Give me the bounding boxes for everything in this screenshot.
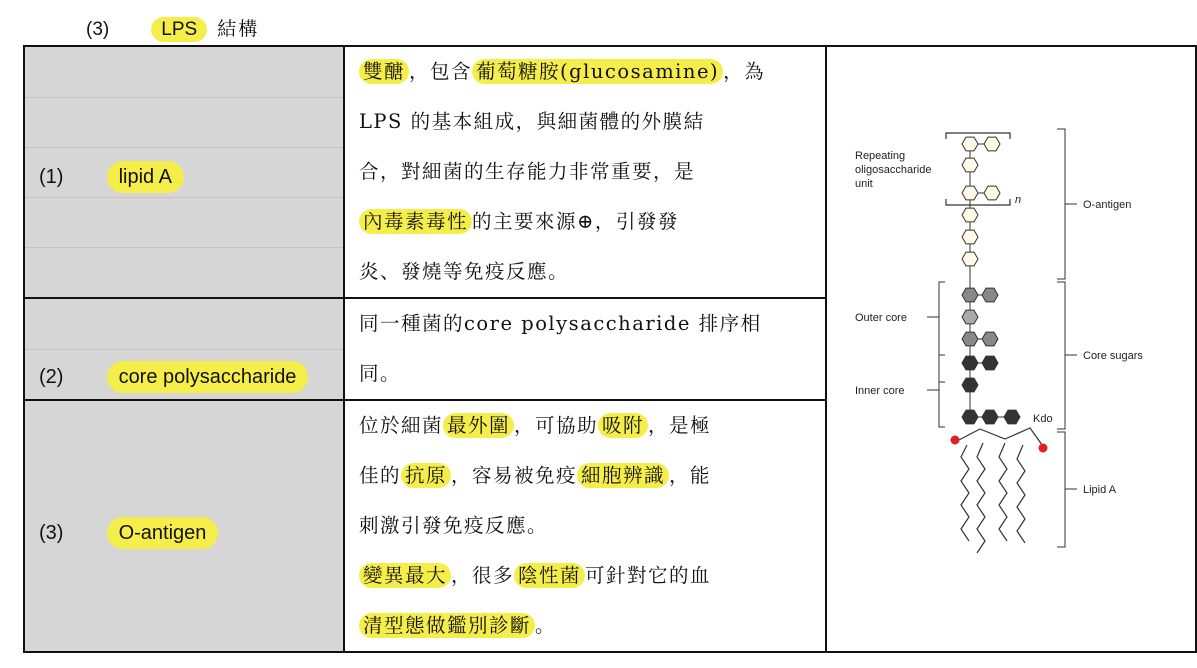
- description-text: LPS 的基本組成，與細菌體的外膜結: [358, 110, 705, 133]
- row-label: O-antigen: [107, 517, 219, 549]
- description-text: ，能: [669, 464, 712, 487]
- row-label: lipid A: [107, 161, 184, 193]
- kdo-label: Kdo: [1032, 413, 1053, 425]
- sugar-residue: [1004, 410, 1020, 424]
- sugar-residue: [962, 288, 978, 302]
- sugar-residue: [982, 288, 998, 302]
- sugar-residue: [962, 356, 978, 370]
- outer-core-label: Outer core: [854, 312, 907, 324]
- description-text: 位於細菌: [358, 414, 443, 437]
- description-text: 佳的: [358, 464, 401, 487]
- description-text: ，為: [723, 60, 766, 83]
- highlighted-text: 變異最大: [359, 563, 451, 588]
- description-line: [359, 299, 815, 349]
- highlighted-text: 最外圍: [443, 413, 514, 438]
- row-description: [344, 46, 826, 298]
- description-text: 刺激引發免疫反應。: [358, 514, 548, 537]
- description-text: ，可協助: [514, 414, 599, 437]
- lipid-a-label: Lipid A: [1082, 484, 1117, 496]
- inner-core-label: Inner core: [854, 385, 905, 397]
- sugar-residue: [962, 378, 978, 392]
- section-term: LPS: [151, 17, 207, 42]
- highlighted-text: 陰性菌: [514, 563, 585, 588]
- description-line: [359, 601, 815, 651]
- description-line: [359, 247, 815, 297]
- description-line: [359, 349, 815, 399]
- sugar-residue: [962, 410, 978, 424]
- description-line: [359, 47, 815, 97]
- repeating-unit-label-1: Repeating: [854, 150, 906, 162]
- sugar-residue: [962, 137, 978, 151]
- description-text: 同一種菌的core polysaccharide 排序相: [358, 312, 762, 335]
- highlighted-text: 吸附: [598, 413, 648, 438]
- row-label-cell: [24, 400, 344, 652]
- row-number: (3): [39, 522, 64, 544]
- section-number: (3): [86, 19, 110, 40]
- repeating-unit-label-3: unit: [854, 178, 873, 190]
- row-number: (2): [39, 366, 64, 388]
- description-line: [359, 501, 815, 551]
- sugar-residue: [962, 252, 978, 266]
- description-text: ，包含: [409, 60, 473, 83]
- highlighted-text: 細胞辨識: [577, 463, 669, 488]
- sugar-residue: [962, 332, 978, 346]
- sugar-residue: [982, 332, 998, 346]
- highlighted-text: 雙醣: [359, 59, 409, 84]
- row-label-cell: [24, 298, 344, 400]
- description-line: [359, 401, 815, 451]
- row-label: core polysaccharide: [107, 361, 309, 393]
- highlighted-text: 葡萄糖胺(glucosamine): [472, 59, 723, 84]
- description-text: 可針對它的血: [585, 564, 712, 587]
- section-heading: [86, 14, 259, 44]
- repeat-n-label: n: [1014, 194, 1022, 206]
- description-line: [359, 97, 815, 147]
- description-text: 的主要來源⊕，引發發: [472, 210, 679, 233]
- row-description: [344, 298, 826, 400]
- repeating-unit-label-2: oligosaccharide: [854, 164, 932, 176]
- sugar-residue: [982, 410, 998, 424]
- sugar-residue: [984, 186, 1000, 200]
- description-text: 炎、發燒等免疫反應。: [358, 260, 569, 283]
- o-antigen-label: O-antigen: [1082, 199, 1132, 211]
- sugar-residue: [962, 186, 978, 200]
- highlighted-text: 抗原: [401, 463, 451, 488]
- description-text: ，是極: [648, 414, 712, 437]
- row-label-cell: [24, 46, 344, 298]
- sugar-residue: [982, 356, 998, 370]
- sugar-residue: [962, 208, 978, 222]
- row-number: (1): [39, 166, 64, 188]
- highlighted-text: 清型態做鑑別診斷: [359, 613, 535, 638]
- description-text: 。: [535, 614, 557, 637]
- row-description: [344, 400, 826, 652]
- description-text: ，容易被免疫: [451, 464, 578, 487]
- core-sugars-label: Core sugars: [1082, 350, 1143, 362]
- lps-structure-diagram: [827, 47, 1195, 647]
- description-line: [359, 451, 815, 501]
- description-text: 同。: [358, 362, 401, 385]
- description-text: 合，對細菌的生存能力非常重要，是: [358, 160, 695, 183]
- section-title: 結構: [217, 18, 260, 40]
- sugar-residue: [962, 158, 978, 172]
- description-line: [359, 551, 815, 601]
- sugar-residue: [962, 230, 978, 244]
- description-text: ，很多: [451, 564, 515, 587]
- description-line: [359, 147, 815, 197]
- lps-structure-table: [23, 45, 1197, 653]
- table-row: [24, 46, 1196, 298]
- sugar-residue: [962, 310, 978, 324]
- description-line: [359, 197, 815, 247]
- lps-diagram-cell: [826, 46, 1196, 652]
- highlighted-text: 內毒素毒性: [359, 209, 472, 234]
- sugar-residue: [984, 137, 1000, 151]
